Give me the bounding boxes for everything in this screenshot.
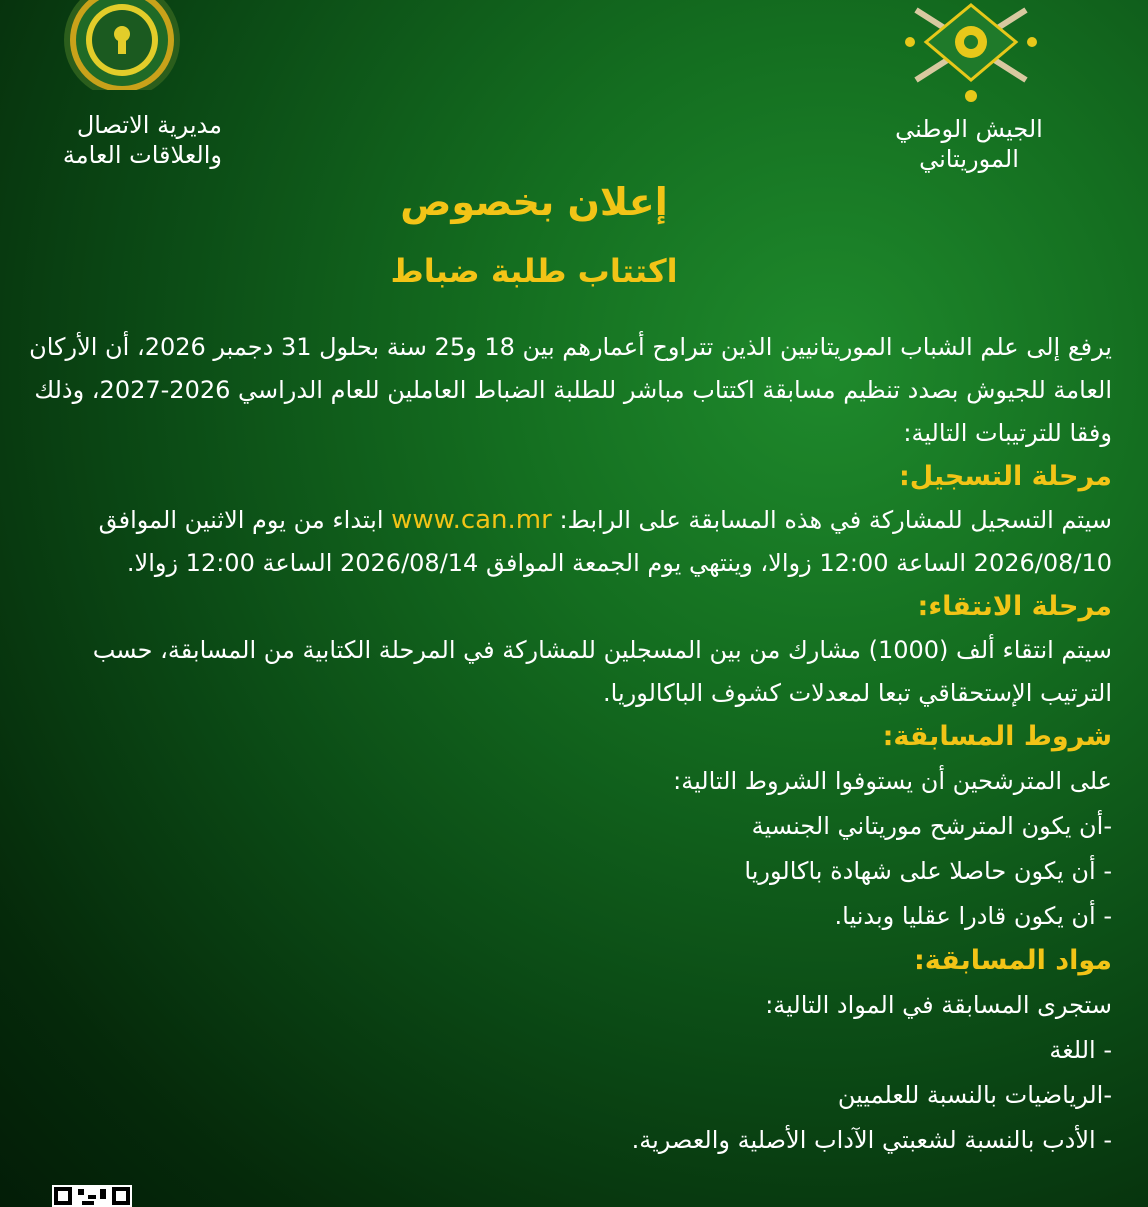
communication-directorate-emblem — [62, 0, 182, 90]
subject-item: - اللغة — [1049, 1036, 1112, 1064]
subjects-intro: ستجرى المسابقة في المواد التالية: — [765, 991, 1112, 1019]
conditions-heading: شروط المسابقة: — [882, 721, 1112, 752]
army-name-line2: الموريتاني — [919, 145, 1019, 173]
army-name — [880, 114, 1058, 174]
selection-heading: مرحلة الانتقاء: — [917, 591, 1112, 622]
condition-item: - أن يكون قادرا عقليا وبدنيا. — [834, 902, 1112, 930]
announcement-title: إعلان بخصوص — [400, 180, 668, 224]
qr-code[interactable] — [52, 1185, 132, 1207]
directorate-name — [22, 110, 222, 170]
directorate-name-line1: مديرية الاتصال — [76, 111, 222, 139]
registration-paragraph — [18, 499, 1112, 585]
national-army-emblem — [896, 0, 1046, 104]
conditions-intro: على المترشحين أن يستوفوا الشروط التالية: — [673, 767, 1112, 795]
registration-text-end: ابتداء من يوم الاثنين الموافق 2026/08/10 الساعة 12:00 زوالا، وينتهي يوم الجمعة الموافق 2026/08/14 الساعة 12:00 زوالا. — [98, 506, 1112, 577]
intro-paragraph: يرفع إلى علم الشباب الموريتانيين الذين تتراوح أعمارهم بين 18 و25 سنة بحلول 31 دجمبر 2026، أن الأركان العامة للجيوش بصدد تنظيم مسابقة اكتتاب مباشر للطلبة الضباط العاملين للعام الدراسي 2026-2027، وذلك وفقا للترتيبات التالية: — [29, 333, 1112, 447]
subjects-heading: مواد المسابقة: — [913, 945, 1112, 976]
announcement-subtitle: اكتتاب طلبة ضباط — [390, 252, 678, 290]
selection-paragraph: سيتم انتقاء ألف (1000) مشارك من بين المسجلين للمشاركة في المرحلة الكتابية من المسابقة، حسب الترتيب الإستحقاقي تبعا لمعدلات كشوف الباكالوريا. — [92, 636, 1112, 707]
subject-item: - الأدب بالنسبة لشعبتي الآداب الأصلية والعصرية. — [631, 1126, 1112, 1154]
subject-item: -الرياضيات بالنسبة للعلميين — [837, 1081, 1112, 1109]
registration-heading: مرحلة التسجيل: — [898, 461, 1112, 492]
announcement-body — [18, 326, 1112, 1163]
directorate-name-line2: والعلاقات العامة — [62, 141, 222, 169]
army-name-line1: الجيش الوطني — [895, 115, 1043, 143]
registration-link[interactable]: www.can.mr — [391, 505, 552, 535]
condition-item: -أن يكون المترشح موريتاني الجنسية — [751, 812, 1112, 840]
condition-item: - أن يكون حاصلا على شهادة باكالوريا — [744, 857, 1112, 885]
registration-text-start: سيتم التسجيل للمشاركة في هذه المسابقة على الرابط: — [559, 506, 1112, 534]
